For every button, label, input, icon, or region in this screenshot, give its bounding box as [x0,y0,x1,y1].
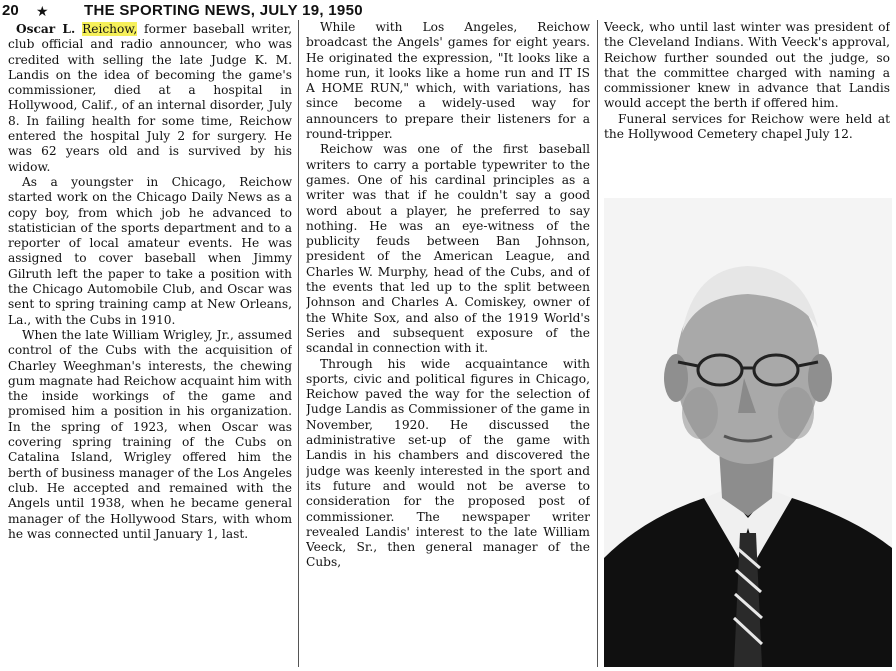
newspaper-title: THE SPORTING NEWS, JULY 19, 1950 [84,2,363,19]
article-paragraph: Through his wide acquaintance with sports, civic and political figures in Chicago, Reichow paved the way for the selection of Judge Landis as Commissioner of the game in November, 1920. He discussed the administrative set-up of the game with Landis in his chambers and discovered the judge was keenly interested in the sport and its future and would not be averse to consideration for the proposed post of commissioner. The newspaper writer revealed Landis' interest to the late William Veeck, Sr., then general manager of the Cubs, [306,356,590,570]
portrait-illustration [604,198,892,667]
lead-text: former baseball writer, club official and radio announcer, who was credited with selling the late Judge K. M. Landis on the idea of becoming the game's commissioner, died at a hospital in Hollywood, Calif., of an internal disorder, July 8. In failing health for some time, Reichow entered the hospital July 2 for surgery. He was 62 years old and is survived by his widow. [8,22,292,174]
page-number: 20 [2,2,19,19]
article-column-3 [604,20,890,200]
article-paragraph: Funeral services for Reichow were held at the Hollywood Cemetery chapel July 12. [604,111,890,142]
article-paragraph: Veeck, who until last winter was president of the Cleveland Indians. With Veeck's approval, Reichow further sounded out the judge, so that the committee charged with naming a commissioner knew in advance that Landis would accept the berth if offered him. [604,20,890,111]
article-paragraph [8,22,292,175]
column-rule [597,20,598,667]
article-column-1 [8,22,292,662]
article-column-2 [306,20,590,660]
masthead [0,0,896,22]
star-icon: ★ [36,3,49,19]
lead-name: Oscar L. [16,22,76,36]
article-paragraph: When the late William Wrigley, Jr., assumed control of the Cubs with the acquisition of Charley Weeghman's interests, the chewing gum magnate had Reichow acquaint him with the inside workings of the game and promised him a position in his organization. In the spring of 1923, when Oscar was covering spring training of the Cubs on Catalina Island, Wrigley offered him the berth of business manager of the Los Angeles club. He accepted and remained with the Angels until 1938, when he became general manager of the Hollywood Stars, with whom he was connected until January 1, last. [8,327,292,541]
article-paragraph: As a youngster in Chicago, Reichow started work on the Chicago Daily News as a copy boy, from which job he advanced to statistician of the sports department and to a reporter of local amateur events. He was assigned to cover baseball when Jimmy Gilruth left the paper to take a position with the Chicago Automobile Club, and Oscar was sent to spring training camp at New Orleans, La., with the Cubs in 1910. [8,174,292,327]
article-paragraph: While with Los Angeles, Reichow broadcast the Angels' games for eight years. He originated the expression, "It looks like a home run, it looks like a home run and IT IS A HOME RUN," which, with variations, has since become a widely-used way for announcers to prepare their listeners for a round-tripper. [306,20,590,142]
column-rule [298,20,299,667]
highlighted-name: Reichow, [82,22,138,36]
article-paragraph: Reichow was one of the first baseball writers to carry a portable typewriter to the games. One of his cardinal principles as a writer was that if he couldn't say a good word about a player, he preferred to say nothing. He was an eye-witness of the publicity feuds between Ban Johnson, president of the American League, and Charles W. Murphy, head of the Cubs, and of the events that led up to the split between Johnson and Charles A. Comiskey, owner of the White Sox, and also of the 1919 World's Series and subsequent exposure of the scandal in connection with it. [306,142,590,356]
portrait-photo [604,198,892,667]
